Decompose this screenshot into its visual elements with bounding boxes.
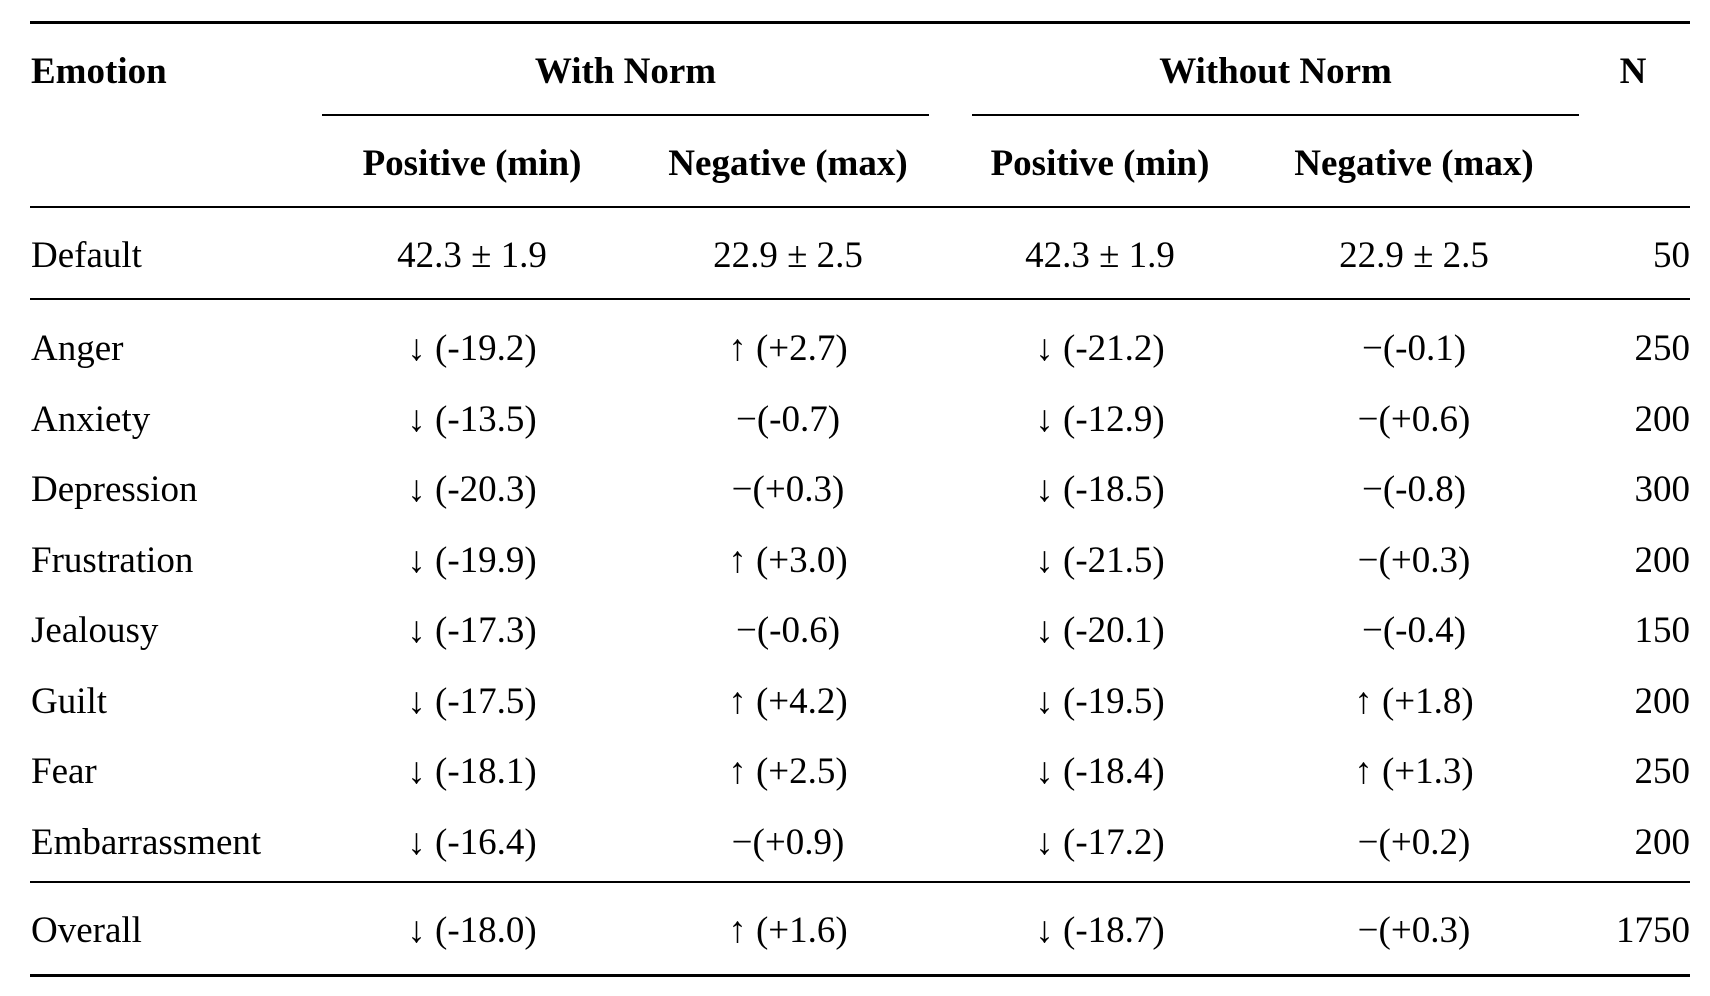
cell-without-positive: ↓ (-20.1): [1035, 610, 1165, 651]
cell-without-negative: 22.9 ± 2.5: [1339, 235, 1489, 276]
cell-n: 250: [1634, 751, 1690, 792]
cell-with-negative: ↑ (+4.2): [728, 681, 848, 722]
row-label: Anger: [31, 328, 124, 369]
without-norm-cmidrule: [972, 114, 1579, 116]
cell-with-positive: ↓ (-18.1): [407, 751, 537, 792]
cell-without-negative: −(+0.2): [1357, 822, 1471, 863]
cell-without-positive: ↓ (-21.5): [1035, 540, 1165, 581]
row-label: Overall: [31, 910, 142, 951]
row-label: Default: [31, 235, 142, 276]
header-rule: [30, 206, 1690, 208]
row-label: Frustration: [31, 540, 194, 581]
cell-without-positive: ↓ (-21.2): [1035, 328, 1165, 369]
cell-with-positive: ↓ (-16.4): [407, 822, 537, 863]
cell-without-positive: 42.3 ± 1.9: [1025, 235, 1175, 276]
subheader-with-negative: Negative (max): [668, 143, 908, 184]
overall-rule: [30, 881, 1690, 883]
cell-without-negative: −(-0.1): [1361, 328, 1467, 369]
bottom-rule: [30, 974, 1690, 977]
cell-without-positive: ↓ (-18.4): [1035, 751, 1165, 792]
cell-without-positive: ↓ (-19.5): [1035, 681, 1165, 722]
cell-n: 50: [1653, 235, 1690, 276]
row-label: Depression: [31, 469, 198, 510]
cell-with-positive: 42.3 ± 1.9: [397, 235, 547, 276]
cell-without-positive: ↓ (-18.5): [1035, 469, 1165, 510]
cell-n: 200: [1634, 822, 1690, 863]
cell-n: 150: [1634, 610, 1690, 651]
header-with-norm: With Norm: [534, 51, 717, 92]
cell-with-positive: ↓ (-17.5): [407, 681, 537, 722]
cell-n: 300: [1634, 469, 1690, 510]
cell-without-negative: −(+0.6): [1357, 399, 1471, 440]
cell-without-positive: ↓ (-17.2): [1035, 822, 1165, 863]
subheader-without-positive: Positive (min): [990, 143, 1210, 184]
cell-n: 200: [1634, 681, 1690, 722]
cell-without-negative: −(-0.4): [1361, 610, 1467, 651]
row-label: Embarrassment: [31, 822, 262, 863]
cell-with-positive: ↓ (-19.2): [407, 328, 537, 369]
cell-with-negative: 22.9 ± 2.5: [713, 235, 863, 276]
cell-with-positive: ↓ (-20.3): [407, 469, 537, 510]
cell-with-negative: ↑ (+3.0): [728, 540, 848, 581]
row-label: Fear: [31, 751, 97, 792]
cell-with-positive: ↓ (-18.0): [407, 910, 537, 951]
cell-with-negative: −(-0.6): [735, 610, 841, 651]
header-emotion: Emotion: [31, 51, 167, 92]
cell-without-positive: ↓ (-12.9): [1035, 399, 1165, 440]
cell-with-positive: ↓ (-17.3): [407, 610, 537, 651]
top-rule: [30, 21, 1690, 24]
subheader-with-positive: Positive (min): [362, 143, 582, 184]
cell-without-negative: −(-0.8): [1361, 469, 1467, 510]
header-without-norm: Without Norm: [1159, 51, 1392, 92]
row-label: Jealousy: [31, 610, 159, 651]
cell-n: 1750: [1616, 910, 1690, 951]
cell-without-negative: ↑ (+1.8): [1354, 681, 1474, 722]
cell-without-positive: ↓ (-18.7): [1035, 910, 1165, 951]
row-label: Guilt: [31, 681, 108, 722]
cell-without-negative: −(+0.3): [1357, 910, 1471, 951]
header-n: N: [1619, 51, 1647, 92]
cell-with-negative: ↑ (+1.6): [728, 910, 848, 951]
row-label: Anxiety: [31, 399, 151, 440]
subheader-without-negative: Negative (max): [1294, 143, 1534, 184]
default-rule: [30, 298, 1690, 300]
cell-n: 200: [1634, 540, 1690, 581]
cell-n: 200: [1634, 399, 1690, 440]
cell-with-negative: −(+0.3): [731, 469, 845, 510]
cell-with-negative: ↑ (+2.5): [728, 751, 848, 792]
cell-with-negative: ↑ (+2.7): [728, 328, 848, 369]
with-norm-cmidrule: [322, 114, 929, 116]
cell-without-negative: ↑ (+1.3): [1354, 751, 1474, 792]
cell-n: 250: [1634, 328, 1690, 369]
cell-with-positive: ↓ (-13.5): [407, 399, 537, 440]
cell-without-negative: −(+0.3): [1357, 540, 1471, 581]
cell-with-negative: −(-0.7): [735, 399, 841, 440]
cell-with-negative: −(+0.9): [731, 822, 845, 863]
cell-with-positive: ↓ (-19.9): [407, 540, 537, 581]
